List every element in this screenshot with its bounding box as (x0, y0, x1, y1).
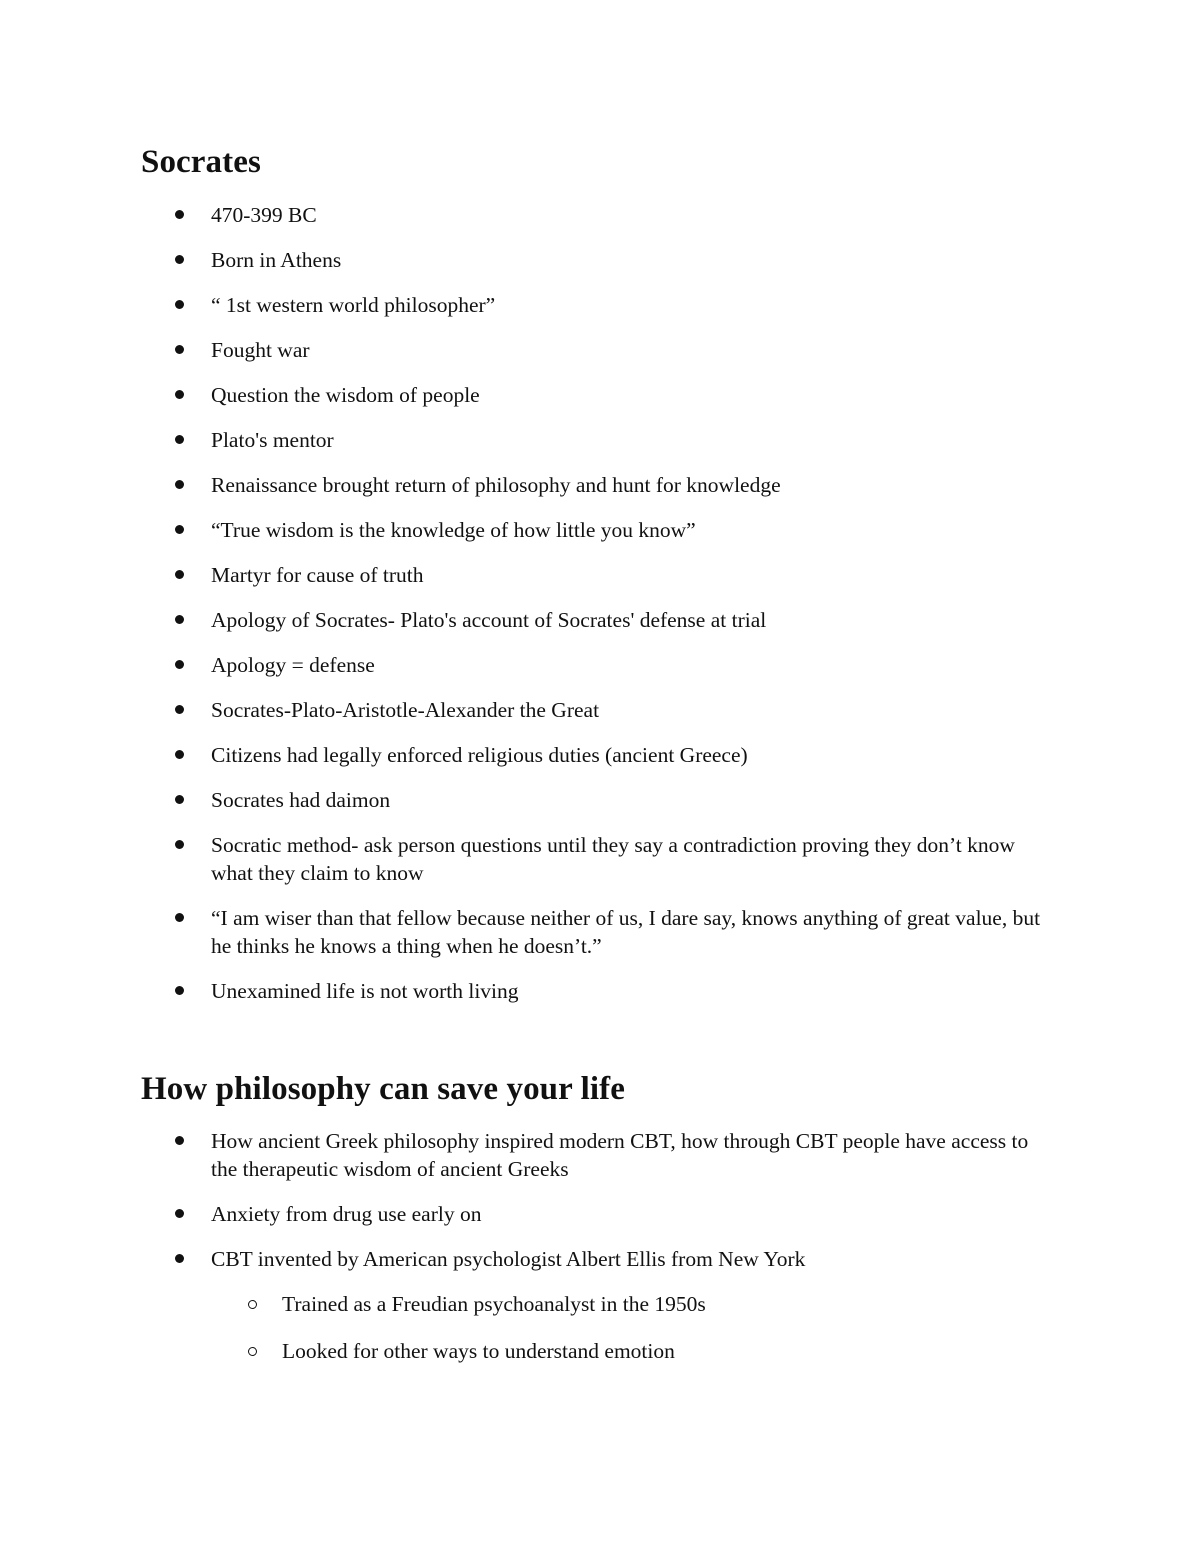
list-item: Born in Athens (0, 246, 1200, 274)
list-item: Plato's mentor (0, 426, 1200, 454)
list-item: Martyr for cause of truth (0, 561, 1200, 589)
list-item: 470-399 BC (0, 201, 1200, 229)
bullet-icon (175, 660, 184, 669)
sub-list-item: Trained as a Freudian psychoanalyst in the 1950s (0, 1290, 1200, 1318)
bullet-icon (175, 1254, 184, 1263)
list-item: Apology of Socrates- Plato's account of Socrates' defense at trial (0, 606, 1200, 634)
list-item: Apology = defense (0, 651, 1200, 679)
section-heading-philosophy: How philosophy can save your life (141, 1071, 626, 1107)
list-item: Citizens had legally enforced religious duties (ancient Greece) (0, 741, 1200, 769)
list-item: “True wisdom is the knowledge of how little you know” (0, 516, 1200, 544)
bullet-icon (175, 345, 184, 354)
bullet-icon (175, 750, 184, 759)
list-item: Renaissance brought return of philosophy and hunt for knowledge (0, 471, 1200, 499)
bullet-icon (175, 210, 184, 219)
list-item: “I am wiser than that fellow because neither of us, I dare say, knows anything of great value, but he thinks he knows a thing when he doesn’t.” (0, 904, 1200, 960)
bullet-icon (175, 795, 184, 804)
list-item: Question the wisdom of people (0, 381, 1200, 409)
bullet-icon (175, 913, 184, 922)
bullet-icon (175, 986, 184, 995)
bullet-icon (175, 300, 184, 309)
bullet-icon (175, 1136, 184, 1145)
bullet-icon (175, 570, 184, 579)
list-item: CBT invented by American psychologist Albert Ellis from New York (0, 1245, 1200, 1273)
list-item: Anxiety from drug use early on (0, 1200, 1200, 1228)
bullet-icon (175, 390, 184, 399)
bullet-icon (175, 255, 184, 264)
philosophy-bullet-list (0, 1127, 1200, 1384)
sub-list-item: Looked for other ways to understand emotion (0, 1337, 1200, 1365)
section-heading-socrates: Socrates (141, 144, 261, 180)
list-item: Socratic method- ask person questions until they say a contradiction proving they don’t know what they claim to know (0, 831, 1200, 887)
bullet-icon (175, 615, 184, 624)
bullet-icon (175, 435, 184, 444)
socrates-bullet-list (0, 201, 1200, 1022)
list-item: Socrates-Plato-Aristotle-Alexander the Great (0, 696, 1200, 724)
bullet-icon (175, 525, 184, 534)
list-item: Fought war (0, 336, 1200, 364)
bullet-icon (175, 1209, 184, 1218)
list-item: Unexamined life is not worth living (0, 977, 1200, 1005)
hollow-bullet-icon (248, 1347, 257, 1356)
hollow-bullet-icon (248, 1300, 257, 1309)
bullet-icon (175, 480, 184, 489)
list-item: Socrates had daimon (0, 786, 1200, 814)
list-item: How ancient Greek philosophy inspired modern CBT, how through CBT people have access to the therapeutic wisdom of ancient Greeks (0, 1127, 1200, 1183)
bullet-icon (175, 705, 184, 714)
bullet-icon (175, 840, 184, 849)
list-item: “ 1st western world philosopher” (0, 291, 1200, 319)
